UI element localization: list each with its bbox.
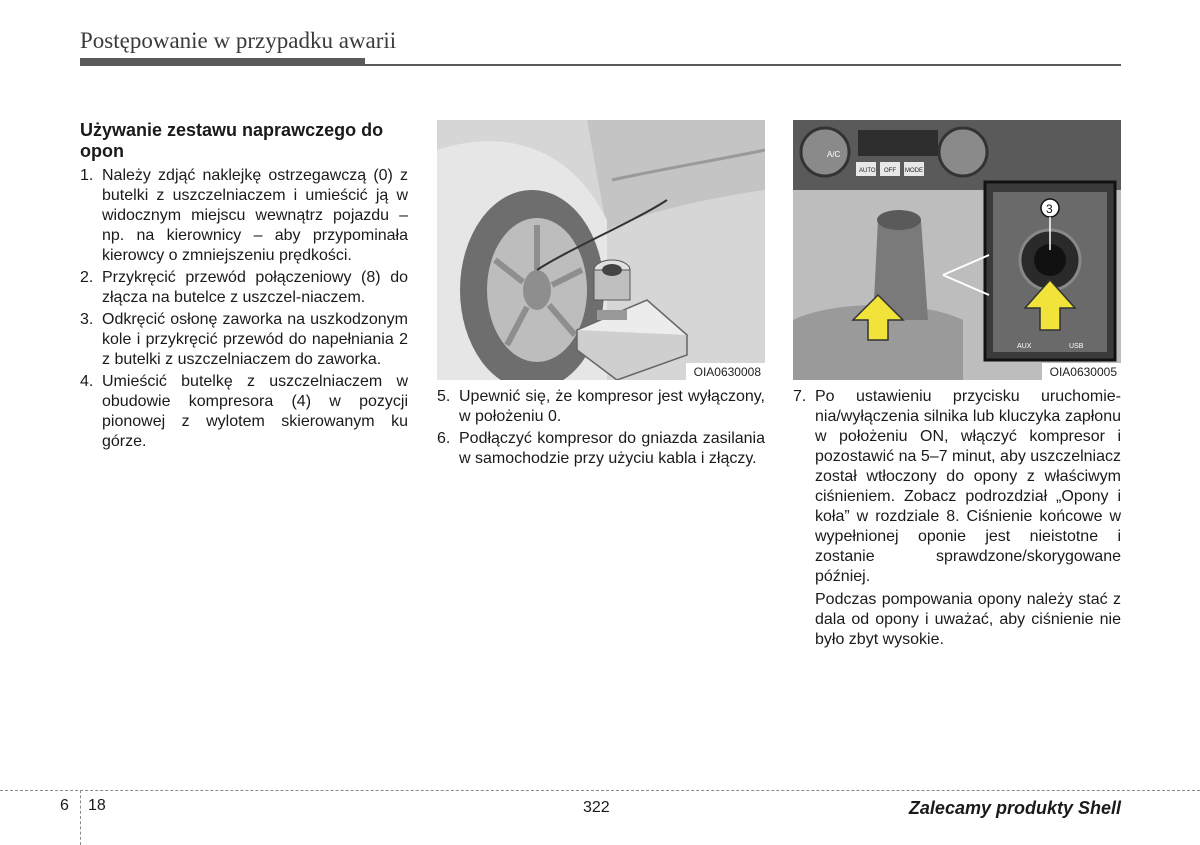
step-number: 2. xyxy=(80,269,94,286)
section-title: Używanie zestawu naprawczego do opon xyxy=(80,120,384,161)
page-header-title: Postępowanie w przypadku awarii xyxy=(80,28,397,53)
step-text: Podłączyć kompresor do gniazda zasilania w samochodzie przy użyciu kabla i złączy. xyxy=(459,430,765,467)
list-item xyxy=(437,429,765,469)
footer-section-page: 18 xyxy=(88,797,106,814)
figure-code: OIA0630008 xyxy=(686,363,765,380)
steps-list-left xyxy=(80,166,408,452)
mode-label: MODE xyxy=(905,168,923,174)
step-number: 3. xyxy=(80,311,94,328)
step-text: Przykręcić przewód połączeniowy (8) do złącza na butelce z uszczel-niaczem. xyxy=(102,269,408,306)
list-item xyxy=(80,372,408,452)
tire-compressor-illustration xyxy=(437,120,765,380)
column-middle xyxy=(437,387,765,471)
note-paragraph: Podczas pompowania opony należy stać z dala od opony i uważać, aby ciśnienie nie było zbyt wysokie. xyxy=(815,591,1121,648)
step-text: Odkręcić osłonę zaworka na uszkodzonym kole i przykręcić przewód do napełniania 2 z butelki z uszczelniaczem do zaworka. xyxy=(102,311,408,368)
usb-label: USB xyxy=(1069,343,1084,350)
callout-3: 3 xyxy=(1046,202,1053,216)
step-number: 6. xyxy=(437,430,451,447)
list-item xyxy=(80,166,408,266)
step-text: Upewnić się, że kompresor jest wyłączony, w położeniu 0. xyxy=(459,388,765,425)
header-rule-thin xyxy=(365,64,1121,66)
figure-tire-compressor xyxy=(437,120,765,380)
step-text: Po ustawieniu przycisku uruchomie-nia/wyłączenia silnika lub kluczyka zapłonu w położeniu ON, włączyć kompresor i pozostawić na 5–7 minut, aby uszczelniacz został wtłoczony do opony z właściwym ciśnieniem. Zobacz podrozdział „Opony i koła” w rozdziale 8. Ciśnienie końcowe w wypełnionej oponie jest nieistotne i zostanie sprawdzone/skorygowane później. xyxy=(815,388,1121,585)
aux-label: AUX xyxy=(1017,343,1032,350)
step-text: Umieścić butelkę z uszczelniaczem w obudowie kompresora (4) w pozycji pionowej z wylotem skierowanym ku górze. xyxy=(102,373,408,450)
step-number: 7. xyxy=(793,388,807,405)
step-number: 4. xyxy=(80,373,94,390)
figure-center-console xyxy=(793,120,1121,380)
steps-list-right xyxy=(793,387,1121,587)
footer-page-number: 322 xyxy=(583,799,610,816)
console-illustration xyxy=(793,120,1121,380)
auto-label: AUTO xyxy=(859,168,876,174)
list-item xyxy=(437,387,765,427)
list-item xyxy=(80,268,408,308)
figure-code: OIA0630005 xyxy=(1042,363,1121,380)
step-number: 1. xyxy=(80,167,94,184)
footer-rule xyxy=(0,790,1200,791)
footer-chapter-number: 6 xyxy=(60,797,69,814)
list-item xyxy=(80,310,408,370)
step-text: Należy zdjąć naklejkę ostrzegawczą (0) z butelki z uszczelniaczem i umieścić ją w widocznym miejscu wewnątrz pojazdu – np. na kierownicy – aby przypominała kierowcy o zmniejszeniu prędkości. xyxy=(102,167,408,264)
steps-list-middle xyxy=(437,387,765,469)
ac-label: A/C xyxy=(827,150,841,159)
column-left xyxy=(80,120,408,454)
column-right xyxy=(793,387,1121,650)
off-label: OFF xyxy=(884,168,896,174)
step-number: 5. xyxy=(437,388,451,405)
footer-divider xyxy=(80,790,81,845)
list-item xyxy=(793,387,1121,587)
header-rule-thick xyxy=(80,58,365,66)
footer-brand-text: Zalecamy produkty Shell xyxy=(908,798,1121,818)
